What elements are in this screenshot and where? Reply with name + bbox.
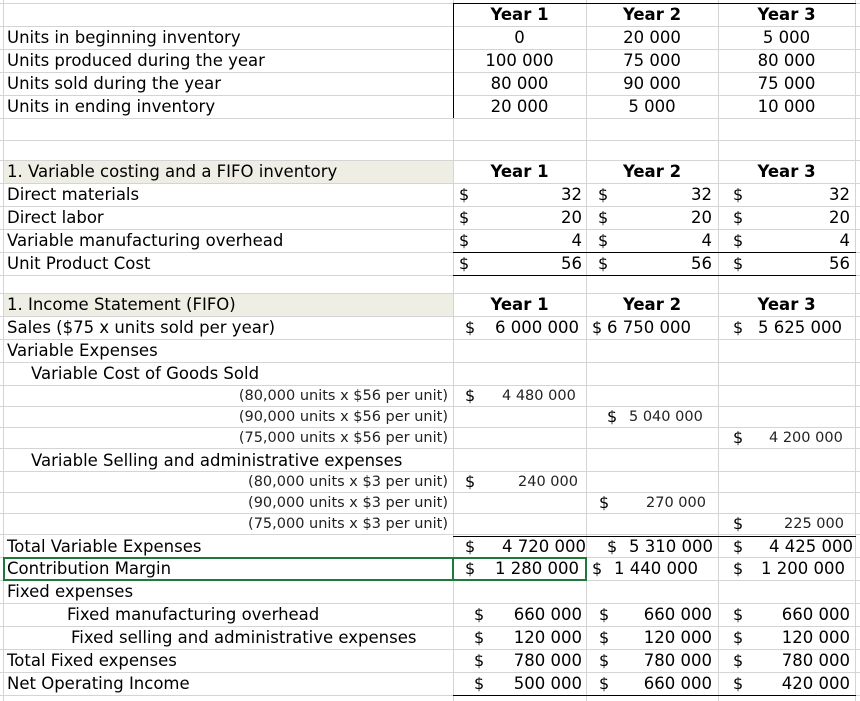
currency-symbol: $ bbox=[599, 628, 610, 647]
currency-symbol: $ bbox=[465, 386, 476, 405]
currency-symbol: $ bbox=[459, 185, 470, 204]
units-header-year-3: Year 3 bbox=[757, 5, 816, 24]
currency-symbol: $ bbox=[733, 537, 744, 556]
currency-symbol: $ bbox=[733, 208, 744, 227]
cost-cell: 4 bbox=[571, 231, 582, 250]
units-row-label: Units produced during the year bbox=[7, 51, 265, 70]
currency-symbol: $ bbox=[465, 472, 476, 491]
currency-symbol: $ bbox=[592, 318, 603, 337]
currency-symbol: $ bbox=[474, 605, 485, 624]
currency-symbol: $ bbox=[465, 559, 476, 578]
units-header-year-2: Year 2 bbox=[622, 5, 682, 24]
cost-cell: 56 bbox=[691, 254, 712, 273]
currency-symbol: $ bbox=[733, 605, 744, 624]
vcogs-line-label: (75,000 units x $56 per unit) bbox=[238, 430, 448, 446]
sales-label: Sales ($75 x units sold per year) bbox=[7, 318, 276, 337]
cost-cell: 56 bbox=[829, 254, 850, 273]
income-header-year-3: Year 3 bbox=[757, 295, 816, 314]
units-cell: 0 bbox=[514, 28, 525, 47]
currency-symbol: $ bbox=[733, 628, 744, 647]
currency-symbol: $ bbox=[733, 651, 744, 670]
vcogs-line-label: (80,000 units x $56 per unit) bbox=[238, 388, 448, 404]
cost-header-year-3: Year 3 bbox=[757, 162, 816, 181]
currency-symbol: $ bbox=[598, 208, 609, 227]
currency-symbol: $ bbox=[459, 254, 470, 273]
units-cell: 75 000 bbox=[757, 74, 816, 93]
net-income-label: Net Operating Income bbox=[7, 674, 190, 693]
currency-symbol: $ bbox=[598, 185, 609, 204]
currency-symbol: $ bbox=[733, 185, 744, 204]
units-cell: 100 000 bbox=[485, 51, 554, 70]
total-fixed-label: Total Fixed expenses bbox=[7, 651, 177, 670]
cost-cell: 4 bbox=[701, 231, 712, 250]
fixed-expenses-label: Fixed expenses bbox=[7, 582, 134, 601]
currency-symbol: $ bbox=[465, 537, 476, 556]
fixed-mfg-value: 660 000 bbox=[513, 605, 582, 624]
units-cell: 75 000 bbox=[623, 51, 681, 70]
total-fixed-value: 780 000 bbox=[781, 651, 850, 670]
currency-symbol: $ bbox=[592, 559, 603, 578]
currency-symbol: $ bbox=[599, 605, 610, 624]
currency-symbol: $ bbox=[474, 674, 485, 693]
vsga-line-value: 270 000 bbox=[646, 495, 706, 511]
currency-symbol: $ bbox=[599, 674, 610, 693]
currency-symbol: $ bbox=[474, 628, 485, 647]
currency-symbol: $ bbox=[733, 318, 744, 337]
units-cell: 80 000 bbox=[757, 51, 816, 70]
currency-symbol: $ bbox=[459, 231, 470, 250]
sales-value: 6 000 000 bbox=[495, 318, 579, 337]
units-row-label: Units sold during the year bbox=[7, 74, 222, 93]
units-cell: 5 000 bbox=[628, 97, 676, 116]
currency-symbol: $ bbox=[733, 514, 744, 533]
contribution-margin-label[interactable]: Contribution Margin bbox=[7, 559, 172, 578]
total-variable-value: 5 310 000 bbox=[629, 537, 713, 556]
cost-cell: 56 bbox=[561, 254, 582, 273]
net-income-value: 420 000 bbox=[781, 674, 850, 693]
units-header-year-1: Year 1 bbox=[490, 5, 549, 24]
sales-value: 5 625 000 bbox=[758, 318, 842, 337]
sales-value: 6 750 000 bbox=[607, 318, 691, 337]
unit-cost-title: 1. Variable costing and a FIFO inventory bbox=[7, 162, 338, 181]
total-fixed-value: 780 000 bbox=[513, 651, 582, 670]
currency-symbol: $ bbox=[598, 254, 609, 273]
vcogs-label: Variable Cost of Goods Sold bbox=[31, 364, 260, 383]
cost-row-label: Variable manufacturing overhead bbox=[7, 231, 284, 250]
vsga-line-label: (75,000 units x $3 per unit) bbox=[248, 516, 448, 532]
units-cell: 5 000 bbox=[762, 28, 811, 47]
total-variable-value: 4 720 000 bbox=[502, 537, 586, 556]
units-cell: 90 000 bbox=[623, 74, 681, 93]
fixed-sga-value: 120 000 bbox=[513, 628, 582, 647]
vsga-line-value: 240 000 bbox=[518, 474, 578, 490]
currency-symbol: $ bbox=[733, 674, 744, 693]
vsga-label: Variable Selling and administrative expenses bbox=[31, 451, 403, 470]
units-row-label: Units in ending inventory bbox=[7, 97, 216, 116]
cost-header-year-2: Year 2 bbox=[622, 162, 682, 181]
units-cell: 10 000 bbox=[757, 97, 816, 116]
units-cell: 20 000 bbox=[623, 28, 681, 47]
vcogs-line-value: 4 200 000 bbox=[769, 430, 843, 446]
fixed-sga-label: Fixed selling and administrative expenses bbox=[71, 628, 417, 647]
vcogs-line-value: 4 480 000 bbox=[502, 388, 576, 404]
cost-cell: 32 bbox=[829, 185, 850, 204]
total-fixed-value: 780 000 bbox=[643, 651, 712, 670]
vsga-line-label: (80,000 units x $3 per unit) bbox=[248, 474, 448, 490]
units-row-label: Units in beginning inventory bbox=[7, 28, 241, 47]
units-cell: 80 000 bbox=[490, 74, 549, 93]
currency-symbol: $ bbox=[474, 651, 485, 670]
fixed-sga-value: 120 000 bbox=[643, 628, 712, 647]
currency-symbol: $ bbox=[465, 318, 476, 337]
currency-symbol: $ bbox=[733, 559, 744, 578]
currency-symbol: $ bbox=[599, 493, 610, 512]
vcogs-line-value: 5 040 000 bbox=[629, 409, 703, 425]
income-header-year-2: Year 2 bbox=[622, 295, 682, 314]
units-cell: 20 000 bbox=[490, 97, 549, 116]
total-variable-value: 4 425 000 bbox=[769, 537, 853, 556]
cost-header-year-1: Year 1 bbox=[490, 162, 549, 181]
currency-symbol: $ bbox=[607, 407, 618, 426]
currency-symbol: $ bbox=[598, 231, 609, 250]
vsga-line-value: 225 000 bbox=[784, 516, 844, 532]
contribution-margin-value[interactable]: 1 280 000 bbox=[495, 559, 579, 578]
cost-cell: 32 bbox=[561, 185, 582, 204]
income-header-year-1: Year 1 bbox=[490, 295, 549, 314]
variable-expenses-label: Variable Expenses bbox=[7, 341, 158, 360]
fixed-mfg-value: 660 000 bbox=[643, 605, 712, 624]
net-income-value: 660 000 bbox=[643, 674, 712, 693]
cost-cell: 20 bbox=[829, 208, 850, 227]
contribution-margin-value: 1 200 000 bbox=[761, 559, 845, 578]
vsga-line-label: (90,000 units x $3 per unit) bbox=[248, 495, 448, 511]
cost-cell: 32 bbox=[691, 185, 712, 204]
cost-row-label: Direct labor bbox=[7, 208, 104, 227]
cost-cell: 20 bbox=[561, 208, 582, 227]
fixed-sga-value: 120 000 bbox=[781, 628, 850, 647]
fixed-mfg-label: Fixed manufacturing overhead bbox=[67, 605, 320, 624]
vcogs-line-label: (90,000 units x $56 per unit) bbox=[238, 409, 448, 425]
fixed-mfg-value: 660 000 bbox=[781, 605, 850, 624]
income-title: 1. Income Statement (FIFO) bbox=[7, 295, 236, 314]
cost-row-label: Unit Product Cost bbox=[7, 254, 151, 273]
net-income-value: 500 000 bbox=[513, 674, 582, 693]
contribution-margin-value: 1 440 000 bbox=[614, 559, 698, 578]
cost-cell: 4 bbox=[839, 231, 850, 250]
currency-symbol: $ bbox=[733, 254, 744, 273]
currency-symbol: $ bbox=[733, 231, 744, 250]
cost-row-label: Direct materials bbox=[7, 185, 140, 204]
currency-symbol: $ bbox=[459, 208, 470, 227]
cost-cell: 20 bbox=[691, 208, 712, 227]
currency-symbol: $ bbox=[599, 651, 610, 670]
currency-symbol: $ bbox=[733, 428, 744, 447]
currency-symbol: $ bbox=[607, 537, 618, 556]
total-variable-label: Total Variable Expenses bbox=[7, 537, 202, 556]
